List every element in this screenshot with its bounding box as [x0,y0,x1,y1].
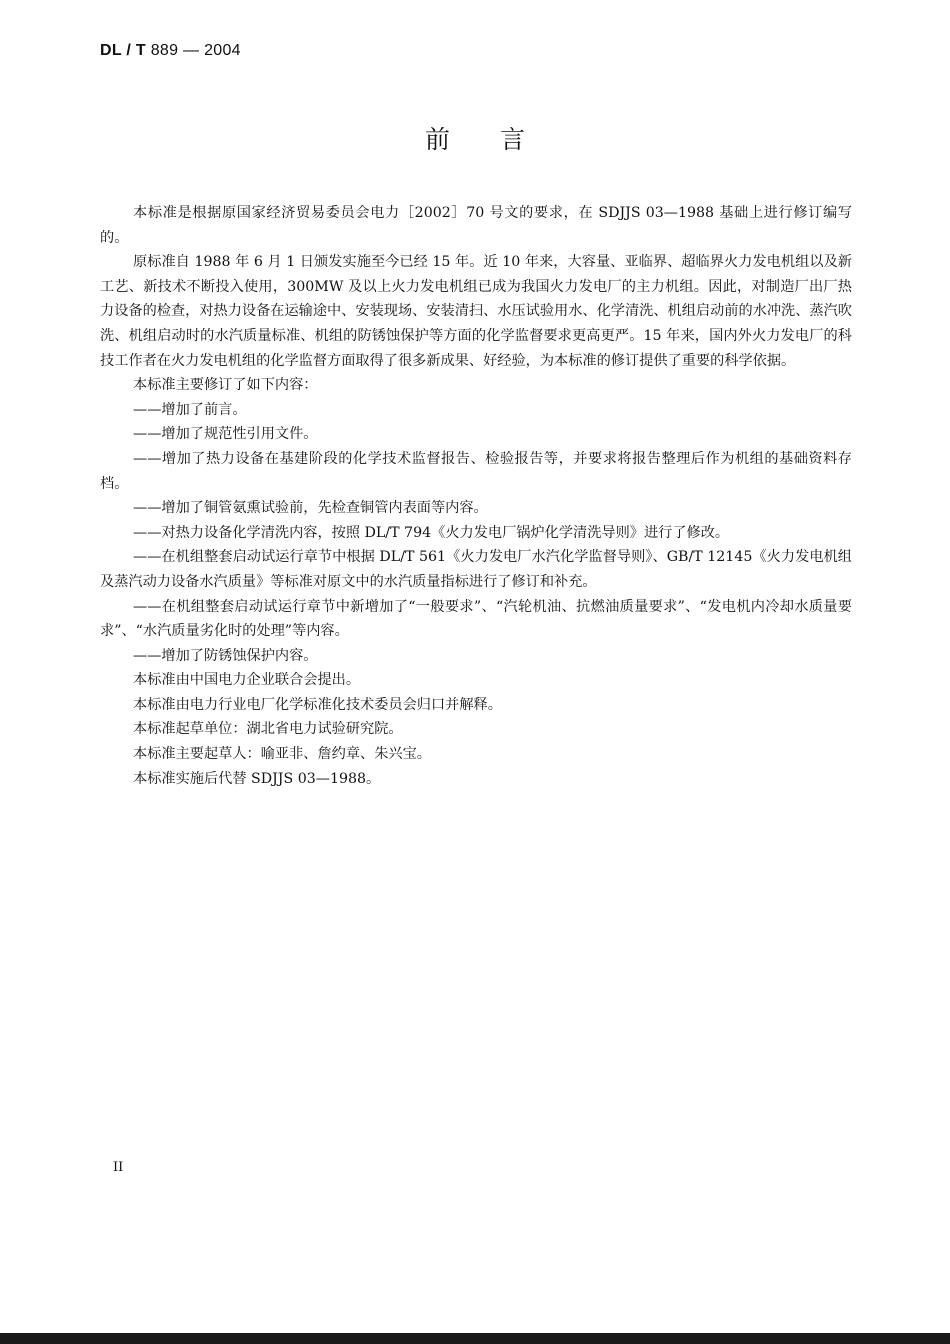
paragraph-2: 原标准自 1988 年 6 月 1 日颁发实施至今已经 15 年。近 10 年来，大容量、亚临界、超临界火力发电机组以及新工艺、新技术不断投入使用，300MW 及以上火力发电机组已成为我国火力发电厂的主力机组。因此，对制造厂出厂热力设备的检查，对热力设备在运输途中、安装现场、安装清扫、水压试验用水、化学清洗、机组启动前的水冲洗、蒸汽吹洗、机组启动时的水汽质量标准、机组的防锈蚀保护等方面的化学监督要求更高更严。15 年来，国内外火力发电厂的科技工作者在火力发电机组的化学监督方面取得了很多新成果、好经验，为本标准的修订提供了重要的科学依据。 [100,254,852,369]
paragraph-14: 本标准起草单位：湖北省电力试验研究院。 [133,721,403,738]
paragraph-10: ——在机组整套启动试运行章节中新增加了“一般要求”、“汽轮机油、抗燃油质量要求”、“发电机内冷却水质量要求”、“水汽质量劣化时的处理”等内容。 [100,598,852,640]
paragraph-16: 本标准实施后代替 SDJJS 03—1988。 [133,770,381,787]
foreword-body [100,201,852,791]
paragraph-4: ——增加了前言。 [133,401,247,418]
paragraph-12: 本标准由中国电力企业联合会提出。 [133,672,361,689]
bottom-edge-bar [0,1333,950,1344]
paragraph-5: ——增加了规范性引用文件。 [133,426,318,443]
paragraph-3: 本标准主要修订了如下内容： [133,377,318,394]
page-title: 前言 [424,125,575,154]
paragraph-15: 本标准主要起草人：喻亚非、詹约章、朱兴宝。 [133,746,431,763]
page-number: II [113,1160,124,1175]
standard-number: 889 — 2004 [150,42,241,59]
paragraph-7: ——增加了铜管氨熏试验前，先检查铜管内表面等内容。 [133,500,488,517]
paragraph-9: ——在机组整套启动试运行章节中根据 DL/T 561《火力发电厂水汽化学监督导则》、GB/T 12145《火力发电机组及蒸汽动力设备水汽质量》等标准对原文中的水汽质量指标进行了修订和补充。 [100,549,852,590]
paragraph-6: ——增加了热力设备在基建阶段的化学技术监督报告、检验报告等，并要求将报告整理后作为机组的基础资料存档。 [100,450,852,492]
paragraph-13: 本标准由电力行业电厂化学标准化技术委员会归口并解释。 [133,696,502,713]
paragraph-1: 本标准是根据原国家经济贸易委员会电力［2002］70 号文的要求，在 SDJJS 03—1988 基础上进行修订编写的。 [100,205,852,246]
document-code-header [100,42,241,60]
paragraph-11: ——增加了防锈蚀保护内容。 [133,647,318,664]
standard-code: DL / T [100,42,146,59]
paragraph-8: ——对热力设备化学清洗内容，按照 DL/T 794《火力发电厂锅炉化学清洗导则》进行了修改。 [133,524,730,541]
